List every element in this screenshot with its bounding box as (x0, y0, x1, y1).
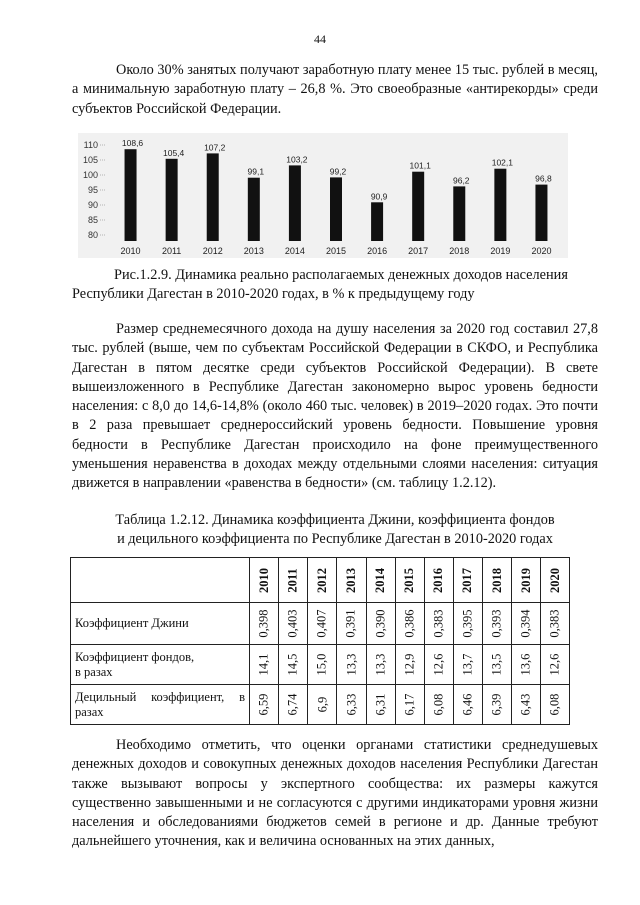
table-cell: 0,395 (453, 603, 482, 645)
x-tick-label: 2013 (243, 246, 264, 256)
table-cell: 0,407 (308, 603, 337, 645)
table-cell: 13,7 (453, 645, 482, 685)
table-title-line-2: и децильного коэффициента по Республике Дагестан в 2010-2020 годах (117, 531, 553, 547)
y-tick-label: 90 (87, 200, 98, 210)
table-cell: 15,0 (308, 645, 337, 685)
chart-bar (371, 202, 383, 241)
y-tick-label: 105 (82, 155, 98, 165)
x-tick-label: 2017 (408, 246, 429, 256)
table-cell: 6,59 (250, 685, 279, 725)
table-title-line-1: Таблица 1.2.12. Динамика коэффициента Джини, коэффициента фондов (115, 512, 555, 528)
table-cell: 14,5 (279, 645, 308, 685)
year-header: 2011 (279, 558, 308, 603)
table-cell: 0,403 (279, 603, 308, 645)
x-tick-label: 2014 (284, 246, 305, 256)
x-tick-label: 2015 (325, 246, 347, 256)
chart-bar (453, 186, 465, 241)
table-cell: 0,383 (424, 603, 453, 645)
table-cell: 14,1 (250, 645, 279, 685)
y-tick-label: 100 (82, 170, 98, 180)
paragraph-3: Необходимо отметить, что оценки органами статистики среднедушевых денежных доходов и совокупных денежных доходов населения Республики Дагестан также вызывают вопросы у экспертного сообщества: их размеры кажутся существенно завышенными и не согласуются с другими индикаторами уровня жизни населения и обследованиями бюджетов семей в регионе и др. Данные требуют дальнейшего уточнения, как и величина основанных на этих данных, (72, 737, 598, 850)
chart-bar (125, 149, 137, 241)
y-tick-label: 95 (87, 185, 98, 195)
year-header: 2018 (483, 558, 512, 603)
table-cell: 0,386 (395, 603, 424, 645)
chart-bar (330, 177, 342, 241)
x-tick-label: 2011 (161, 246, 182, 256)
row-label: Коэффициент фондов, в разах (71, 645, 250, 685)
table-cell: 6,17 (395, 685, 424, 725)
year-header: 2015 (395, 558, 424, 603)
bar-value-label: 99,2 (329, 166, 347, 177)
paragraph-2: Размер среднемесячного дохода на душу населения за 2020 год составил 27,8 тыс. рублей (выше, чем по субъектам Российской Федерации в СКФО, и Республика Дагестан в пятом десятке среди субъектов Российской Федерации). В свете вышеизложенного в Республике Дагестан закономерно вырос уровень бедности населения: с 8,0 до 14,6-14,8% (около 460 тыс. человек) в 2019–2020 годах. Это почти в 2 раза превышает среднероссийский уровень бедности. Повышение уровня бедности в Республике Дагестан происходило на фоне преимущественного уменьшения неравенства в доходах между отдельными слоями населения: ситуация движется в направлении «равенства в бедности» (см. таблицу 1.2.12). (72, 321, 598, 492)
chart-bar (494, 169, 506, 241)
table-cell: 6,08 (541, 685, 570, 725)
chart-bar (412, 172, 424, 241)
table-cell: 12,6 (541, 645, 570, 685)
chart-bar (289, 165, 301, 241)
y-tick-label: 85 (87, 215, 98, 225)
table-cell: 13,3 (337, 645, 366, 685)
page-number: 44 (314, 32, 326, 46)
table-header-row (71, 558, 570, 603)
table-row-decile (71, 685, 570, 725)
figure-caption-line-2: Республики Дагестан в 2010-2020 годах, в % к предыдущему году (72, 286, 475, 302)
bar-value-label: 90,9 (370, 191, 388, 202)
table-cell: 6,9 (308, 685, 337, 725)
bar-value-label: 103,2 (286, 154, 308, 165)
chart-bar (535, 185, 547, 241)
table-cell: 12,6 (424, 645, 453, 685)
year-header: 2020 (541, 558, 570, 603)
year-header: 2016 (424, 558, 453, 603)
bar-value-label: 101,1 (409, 160, 431, 171)
table-cell: 0,393 (483, 603, 512, 645)
table-cell: 13,5 (483, 645, 512, 685)
table-cell: 0,394 (512, 603, 541, 645)
x-tick-label: 2018 (449, 246, 470, 256)
table-row-gini (71, 603, 570, 645)
year-header: 2013 (337, 558, 366, 603)
table-cell: 0,391 (337, 603, 366, 645)
bar-value-label: 107,2 (204, 142, 226, 153)
bar-value-label: 96,2 (452, 175, 470, 186)
table-cell: 0,390 (366, 603, 395, 645)
chart-bar (248, 178, 260, 241)
table-cell: 12,9 (395, 645, 424, 685)
row-label: Децильный коэффициент, в разах (71, 685, 250, 725)
table-cell: 13,6 (512, 645, 541, 685)
paragraph-1: Около 30% занятых получают заработную плату менее 15 тыс. рублей в месяц, а минимальную заработную плату – 26,8 %. Это своеобразные «антирекорды» среди субъектов Российской Федерации. (72, 62, 598, 117)
chart-bar (166, 159, 178, 241)
x-tick-label: 2019 (490, 246, 511, 256)
y-tick-label: 80 (87, 230, 98, 240)
x-tick-label: 2016 (367, 246, 388, 256)
bar-value-label: 105,4 (162, 147, 185, 158)
bar-value-label: 96,8 (535, 173, 552, 184)
x-tick-label: 2020 (531, 246, 552, 256)
bar-chart (78, 133, 568, 258)
table-row-funds (71, 645, 570, 685)
table-cell: 6,33 (337, 685, 366, 725)
year-header: 2019 (512, 558, 541, 603)
table-cell: 6,74 (279, 685, 308, 725)
year-header: 2014 (366, 558, 395, 603)
table-cell: 0,383 (541, 603, 570, 645)
year-header: 2017 (453, 558, 482, 603)
x-tick-label: 2012 (202, 246, 223, 256)
bar-value-label: 102,1 (491, 157, 514, 168)
table-cell: 0,398 (250, 603, 279, 645)
data-table (70, 557, 570, 725)
figure-caption-line-1: Рис.1.2.9. Динамика реально располагаемых денежных доходов населения (114, 267, 568, 283)
year-header: 2012 (308, 558, 337, 603)
table-corner-cell (71, 558, 250, 603)
bar-value-label: 108,6 (121, 138, 144, 149)
table-cell: 6,39 (483, 685, 512, 725)
year-header: 2010 (250, 558, 279, 603)
table-cell: 6,08 (424, 685, 453, 725)
table-cell: 6,43 (512, 685, 541, 725)
row-label: Коэффициент Джини (71, 603, 250, 645)
y-tick-label: 110 (83, 140, 98, 150)
table-cell: 13,3 (366, 645, 395, 685)
chart-bar (207, 153, 219, 241)
table-cell: 6,31 (366, 685, 395, 725)
x-tick-label: 2010 (120, 246, 141, 256)
table-cell: 6,46 (453, 685, 482, 725)
bar-value-label: 99,1 (247, 166, 265, 177)
